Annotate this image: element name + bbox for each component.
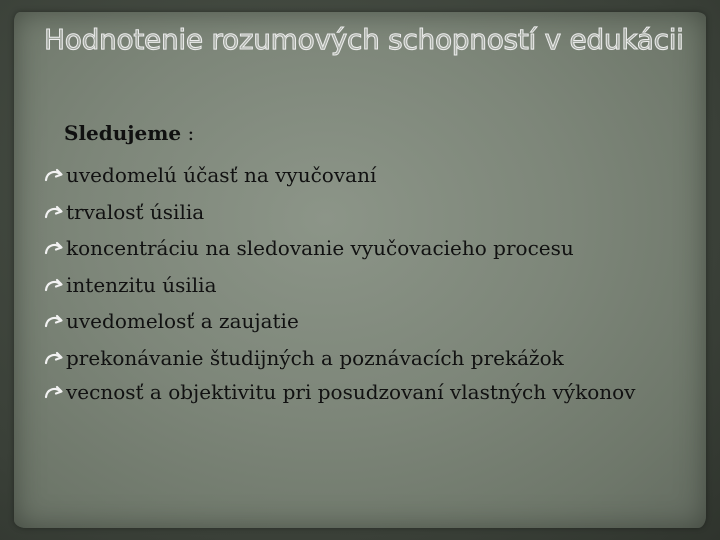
lead-rest: : bbox=[181, 121, 195, 145]
curly-arrow-bullet-icon bbox=[44, 384, 64, 402]
bullet-text: vecnosť a objektivitu pri posudzovaní vlastných výkonov bbox=[66, 380, 636, 404]
bullet-text: uvedomelosť a zaujatie bbox=[66, 309, 299, 333]
bullet-item-3 bbox=[44, 230, 694, 267]
bullet-text: uvedomelú účasť na vyučovaní bbox=[66, 163, 377, 187]
bullet-text: intenzitu úsilia bbox=[66, 272, 217, 297]
bullet-text: trvalosť úsilia bbox=[66, 199, 205, 224]
curly-arrow-bullet-icon bbox=[44, 277, 64, 295]
bullet-item-5 bbox=[44, 303, 694, 340]
lead-strong: Sledujeme bbox=[64, 121, 182, 145]
curly-arrow-bullet-icon bbox=[44, 313, 64, 331]
bullet-item-6 bbox=[44, 340, 694, 377]
bullet-item-2 bbox=[44, 194, 694, 231]
curly-arrow-bullet-icon bbox=[44, 240, 64, 258]
bullet-list bbox=[44, 157, 694, 408]
bullet-item-7 bbox=[44, 376, 694, 408]
slide-title: Hodnotenie rozumových schopností v edukácii bbox=[44, 23, 684, 56]
lead-line bbox=[64, 118, 194, 148]
bullet-text: koncentráciu na sledovanie vyučovacieho procesu bbox=[66, 236, 574, 260]
bullet-text: prekonávanie študijných a poznávacích prekážok bbox=[66, 345, 564, 370]
curly-arrow-bullet-icon bbox=[44, 167, 64, 185]
bullet-item-1 bbox=[44, 157, 694, 194]
curly-arrow-bullet-icon bbox=[44, 204, 64, 222]
bullet-item-4 bbox=[44, 267, 694, 304]
curly-arrow-bullet-icon bbox=[44, 350, 64, 368]
